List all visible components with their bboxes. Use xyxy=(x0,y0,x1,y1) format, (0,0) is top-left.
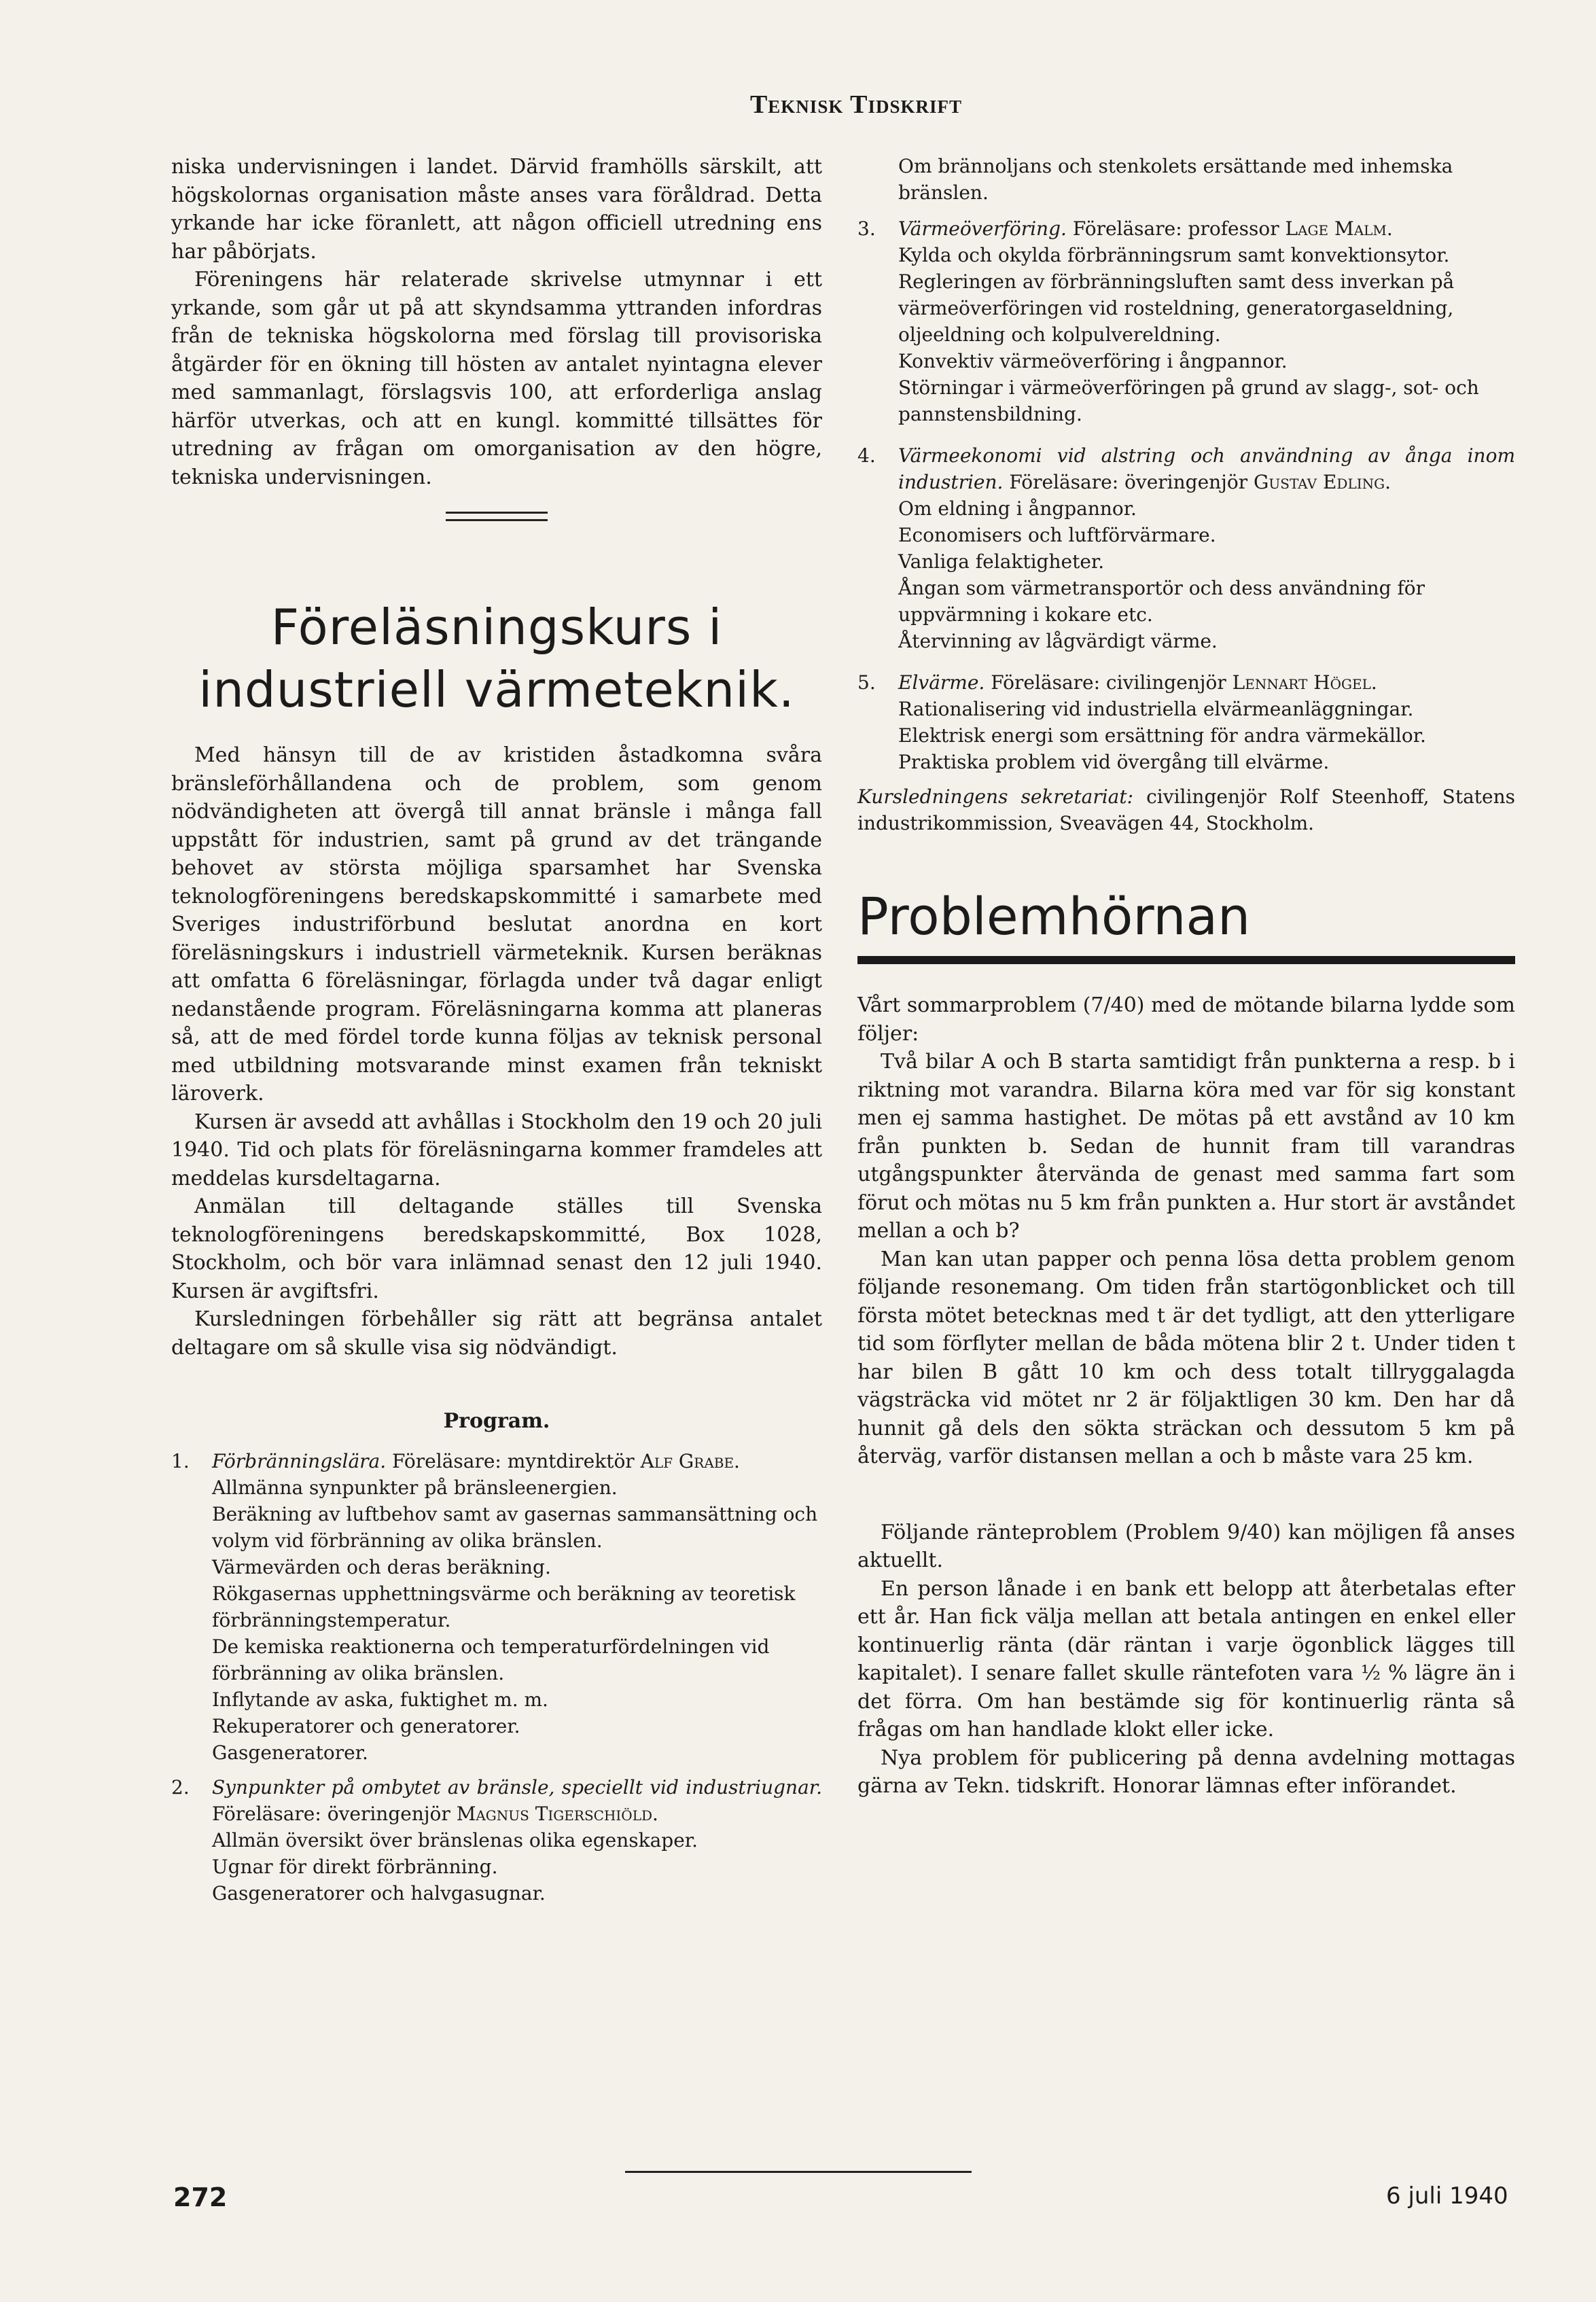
program-topic: Värmeekonomi vid alstring och användning av ånga inom industrien. xyxy=(898,444,1515,493)
program-line: Rekuperatorer och generatorer. xyxy=(212,1715,520,1737)
issue-date: 6 juli 1940 xyxy=(1386,2182,1508,2210)
spacer xyxy=(857,1471,1515,1519)
footer-rule xyxy=(625,2171,972,2173)
program-line: Störningar i värmeöverföringen på grund av slagg-, sot- och pannstensbildning. xyxy=(898,376,1479,425)
secretariat-text: civilingenjör Rolf Steenhoff, Statens industrikommission, Sveavägen 44, Stockholm. xyxy=(857,785,1515,834)
program-topic: Förbränningslära. xyxy=(212,1450,387,1472)
program-number: 1. xyxy=(171,1450,190,1472)
secretariat-note xyxy=(857,783,1515,836)
program-line: Om brännoljans och stenkolets ersättande med inhemska bränslen. xyxy=(898,155,1453,204)
program-item xyxy=(857,669,1515,775)
journal-header: Teknisk Tidskrift xyxy=(749,90,963,119)
program-line: Återvinning av lågvärdigt värme. xyxy=(898,630,1218,652)
program-line: Värmevärden och deras beräkning. xyxy=(212,1556,551,1578)
intro-paragraph: niska undervisningen i landet. Därvid framhölls särskilt, att högskolornas organisation måste anses vara föråldrad. Detta yrkande har icke föranlett, att någon officiell utredning ens har påbörjats. xyxy=(171,155,822,264)
problem-paragraph: Vårt sommarproblem (7/40) med de mötande bilarna lydde som följer: xyxy=(857,993,1515,1046)
program-line: Gasgeneratorer och halvgasugnar. xyxy=(212,1882,546,1905)
article-paragraph: Anmälan till deltagande ställes till Svenska teknologföreningens beredskapskommitté, Box 1028, Stockholm, och bör vara inlämnad senast den 12 juli 1940. Kursen är avgiftsfri. xyxy=(171,1194,822,1303)
lecturer-name: Alf Grabe. xyxy=(640,1450,740,1472)
program-item xyxy=(171,1448,822,1766)
problem-corner-headline: Problemhörnan xyxy=(857,886,1251,946)
lecturer-name: Lage Malm. xyxy=(1285,217,1393,240)
program-line: Beräkning av luftbehov samt av gasernas sammansättning och volym vid förbränning av olika bränslen. xyxy=(212,1503,818,1552)
program-line: Inflytande av aska, fuktighet m. m. xyxy=(212,1688,548,1711)
secretariat-label: Kursledningens sekretariat: xyxy=(857,785,1134,808)
lecturer-label: Föreläsare: professor xyxy=(1072,217,1279,240)
problem-paragraph: Två bilar A och B starta samtidigt från punkterna a resp. b i riktning mot varandra. Bilarna köra med var för sig konstant men ej samma hastighet. De mötas på ett avstånd av 10 km från punkten b. Sedan de hunnit fram till varandras utgångspunkter återvända de genast med samma fart som förut och mötas nu 5 km från punkten a. Hur stort är avståndet mellan a och b? xyxy=(857,1050,1515,1243)
page-number: 272 xyxy=(173,2182,228,2212)
program-line: Praktiska problem vid övergång till elvärme. xyxy=(898,751,1330,773)
article-paragraph: Kursledningen förbehåller sig rätt att begränsa antalet deltagare om så skulle visa sig nödvändigt. xyxy=(171,1307,822,1360)
lecturer-label: Föreläsare: överingenjör xyxy=(212,1803,450,1825)
program-line: Konvektiv värmeöverföring i ångpannor. xyxy=(898,350,1288,372)
program-line: Vanliga felaktigheter. xyxy=(898,550,1105,573)
program-line: Rökgasernas upphettningsvärme och beräkning av teoretisk förbränningstemperatur. xyxy=(212,1582,796,1631)
program-item xyxy=(857,442,1515,654)
program-number: 2. xyxy=(171,1776,190,1799)
program-line: Kylda och okylda förbränningsrum samt konvektionsytor. xyxy=(898,244,1450,266)
program-number: 3. xyxy=(857,217,876,240)
headline-rule xyxy=(857,956,1515,964)
program-line: Economisers och luftförvärmare. xyxy=(898,524,1216,546)
program-title: Program. xyxy=(443,1409,550,1433)
intro-paragraph: Föreningens här relaterade skrivelse utmynnar i ett yrkande, som går ut på att skyndsamma yttranden infordras från de tekniska högskolorna med förslag till provisoriska åtgärder för en ökning till hösten av antalet nyintagna elever med sammanlagt, förslagsvis 100, att erforderliga anslag härför utverkas, och att en kungl. kommitté tillsättes för utredning av frågan om omorganisation av den högre, tekniska undervisningen. xyxy=(171,268,822,489)
program-line: Ångan som värmetransportör och dess användning för uppvärmning i kokare etc. xyxy=(898,577,1425,626)
lecturer-name: Gustav Edling. xyxy=(1254,471,1391,493)
lecturer-label: Föreläsare: myntdirektör xyxy=(392,1450,635,1472)
interest-paragraph: Nya problem för publicering på denna avdelning mottagas gärna av Tekn. tidskrift. Honorar lämnas efter införandet. xyxy=(857,1746,1515,1798)
left-column xyxy=(171,153,822,1915)
interest-paragraph: Följande ränteproblem (Problem 9/40) kan möjligen få anses aktuellt. xyxy=(857,1520,1515,1572)
lecturer-label: Föreläsare: civilingenjör xyxy=(991,671,1226,694)
program-number: 4. xyxy=(857,444,876,467)
program-line: Allmänna synpunkter på bränsleenergien. xyxy=(212,1476,618,1499)
article-paragraph: Kursen är avsedd att avhållas i Stockholm den 19 och 20 juli 1940. Tid och plats för föreläsningarna kommer framdeles att meddelas kursdeltagarna. xyxy=(171,1110,822,1190)
problem-paragraph: Man kan utan papper och penna lösa detta problem genom följande resonemang. Om tiden från startögonblicket och till första mötet betecknas med t är det tydligt, att den ytterligare tid som förflyter mellan de båda mötena blir 2 t. Under tiden t har bilen B gått 10 km och dess totalt tillryggalagda vägsträcka vid mötet nr 2 är följaktligen 30 km. Den har då hunnit gå dels den sökta sträckan och dessutom 5 km på återväg, varför distansen mellan a och b måste vara 25 km. xyxy=(857,1247,1515,1468)
program-topic: Synpunkter på ombytet av bränsle, speciellt vid industriugnar. xyxy=(212,1776,822,1799)
interest-paragraph: En person lånade i en bank ett belopp att återbetalas efter ett år. Han fick välja mellan att betala antingen en enkel eller kontinuerlig ränta (där räntan i varje ögonblick lägges till kapitalet). I senare fallet skulle räntefoten vara ½ % lägre än i det förra. Om han bestämde sig för kontinuerlig ränta så frågas om han handlade klokt eller icke. xyxy=(857,1576,1515,1741)
section-divider xyxy=(446,512,548,514)
article-headline: Föreläsningskurs i industriell värmeteknik. xyxy=(198,599,795,718)
lecturer-label: Föreläsare: överingenjör xyxy=(1009,471,1248,493)
program-line: Regleringen av förbränningsluften samt dess inverkan på värmeöverföringen vid rosteldning, generatorgaseldning, oljeeldning och kolpulvereldning. xyxy=(898,270,1455,346)
program-line: Allmän översikt över bränslenas olika egenskaper. xyxy=(212,1829,698,1852)
lecturer-name: Magnus Tigerschiöld. xyxy=(456,1803,658,1825)
program-number: 5. xyxy=(857,671,876,694)
program-line: De kemiska reaktionerna och temperaturfördelningen vid förbränning av olika bränslen. xyxy=(212,1635,770,1684)
program-topic: Värmeöverföring. xyxy=(898,217,1067,240)
program-line: Elektrisk energi som ersättning för andra värmekällor. xyxy=(898,724,1426,747)
lecturer-name: Lennart Högel. xyxy=(1232,671,1377,694)
program-item xyxy=(857,215,1515,427)
program-line: Om eldning i ångpannor. xyxy=(898,497,1137,520)
program-line: Rationalisering vid industriella elvärmeanläggningar. xyxy=(898,698,1414,720)
right-column xyxy=(857,153,1515,1801)
program-topic: Elvärme. xyxy=(898,671,985,694)
program-line: Gasgeneratorer. xyxy=(212,1741,368,1764)
program-line: Ugnar för direkt förbränning. xyxy=(212,1856,498,1878)
program-item xyxy=(171,1774,822,1907)
section-divider xyxy=(446,519,548,521)
article-paragraph: Med hänsyn till de av kristiden åstadkomna svåra bränsleförhållandena och de problem, som genom nödvändigheten att övergå till annat bränsle i många fall uppstått för industrien, samt på grund av det trängande behovet av största möjliga sparsamhet har Svenska teknologföreningens beredskapskommitté i samarbete med Sveriges industriförbund beslutat anordna en kort föreläsningskurs i industriell värmeteknik. Kursen beräknas att omfatta 6 föreläsningar, förlagda under två dagar enligt nedanstående program. Föreläsningarna komma att planeras så, att de med fördel torde kunna följas av teknisk personal med utbildning motsvarande minst examen från tekniskt läroverk. xyxy=(171,743,822,1105)
